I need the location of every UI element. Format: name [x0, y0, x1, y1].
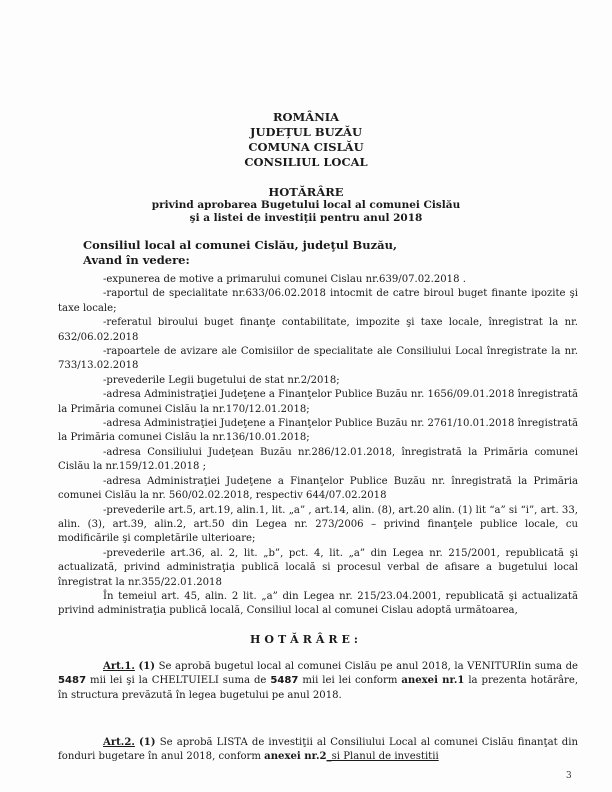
considerent-item: -raportul de specialitate nr.633/06.02.2018 intocmit de catre biroul buget finante ipozite şi taxe locale;	[58, 288, 578, 314]
title-subtitle-2: şi a listei de investiţii pentru anul 2018	[189, 212, 423, 224]
considering-label: Avand în vedere:	[83, 253, 190, 267]
article-1	[58, 660, 578, 703]
article-1-paragraph: (1)	[138, 661, 156, 672]
article-2	[58, 736, 578, 765]
article-1-label: Art.1.	[103, 661, 135, 672]
considerent-item: -adresa Administraţiei Judeţene a Finanţelor Publice Buzău nr. 1656/09.01.2018 înregistrată la Primăria comunei Cislău la nr.170/12.01.2018;	[58, 389, 578, 415]
article-2-paragraph: (1)	[139, 737, 156, 748]
considerent-item: -adresa Consiliului Judeţean Buzău nr.286/12.01.2018, înregistrată la Primăria comunei Cislău la nr.159/12.01.2018 ;	[58, 446, 578, 473]
expenses-amount: 5487	[270, 675, 299, 687]
revenue-amount: 5487	[58, 675, 87, 687]
considerent-item: -prevederile art.36, al. 2, lit. „b”, pct. 4, lit. „a” din Legea nr. 215/2001, republicată şi actualizată, privind administraţia publică locală si procesul verbal de afisare a bugetului local înregistrat la nr.355/22.01.2018	[58, 547, 578, 588]
considerent-item: -adresa Administraţiei Judeţene a Finanţelor Publice Buzău nr. 2761/10.01.2018 înregistrată la Primăria comunei Cislău la nr.136/10.01.2018;	[58, 418, 578, 444]
council-line: Consiliul local al comunei Cislău, judeţul Buzău,	[83, 238, 397, 252]
considerents-list	[58, 273, 578, 619]
legal-basis: În temeiul art. 45, alin. 2 lit. „a” din Legea nr. 215/23.04.2001, republicată şi actualizată privind administraţia publică locală, Consiliul local al comunei Cislau adoptă următoarea,	[58, 590, 578, 617]
decision-heading: HOTĂRÂRE:	[250, 633, 362, 646]
annex-2-reference: anexei nr.2	[264, 751, 327, 763]
considerent-item: -referatul biroului buget finanţe contabilitate, impozite şi taxe locale, înregistrat la nr. 632/06.02.2018	[58, 317, 578, 343]
article-1-text: la prezenta hotărâre, în structura prevăzută în legea bugetului pe anul 2018.	[58, 675, 579, 701]
document-header	[0, 110, 612, 170]
annex-1-reference: anexei nr.1	[401, 675, 465, 687]
header-county: JUDEȚUL BUZĂU	[250, 125, 362, 139]
considerent-item: -prevederile art.5, art.19, alin.1, lit. „a” , art.14, alin. (8), art.20 alin. (1) lit “a” si “i”, art. 33, alin. (3), art.39, alin.2, art.50 din Legea nr. 273/2006 – privind finanţele publice locale, cu modificările şi completările ulterioare;	[58, 504, 578, 545]
article-2-label: Art.2.	[103, 737, 135, 748]
considerent-item: -prevederile Legii bugetului de stat nr.2/2018;	[103, 374, 340, 386]
council-intro	[83, 238, 397, 268]
considerent-item: -rapoartele de avizare ale Comisiilor de specialitate ale Consiliului Local înregistrate la nr. 733/13.02.2018	[58, 346, 578, 372]
header-council: CONSILIUL LOCAL	[244, 155, 368, 169]
document-title	[0, 186, 612, 225]
article-2-text: Se aprobă LISTA de investiţii al Consiliului Local al comunei Cislău finanţat din fonduri bugetare în anul 2018, conform	[58, 737, 578, 763]
considerent-item: -expunerea de motive a primarului comunei Cislau nr.639/07.02.2018 .	[103, 274, 466, 285]
header-commune: COMUNA CISLĂU	[248, 140, 364, 154]
investment-plan-reference: _si Planul de investitii	[326, 751, 439, 763]
title-subtitle-1: privind aprobarea Bugetului local al comunei Cislău	[151, 199, 461, 211]
title-main: HOTĂRÂRE	[268, 185, 344, 199]
considerent-item: -adresa Administraţiei Judeţene a Finanţelor Publice Buzău nr. înregistrată la Primăria comunei Cislău la nr. 560/02.02.2018, respectiv 644/07.02.2018	[58, 475, 578, 502]
article-1-text: mii lei lei conform	[298, 675, 402, 687]
article-1-text: mii lei şi la CHELTUIELI suma de	[86, 675, 271, 687]
header-country: ROMÂNIA	[272, 110, 340, 124]
page-number: 3	[566, 771, 572, 781]
article-1-text: Se aprobă bugetul local al comunei Cislău pe anul 2018, la VENITURIin suma de	[155, 661, 579, 672]
